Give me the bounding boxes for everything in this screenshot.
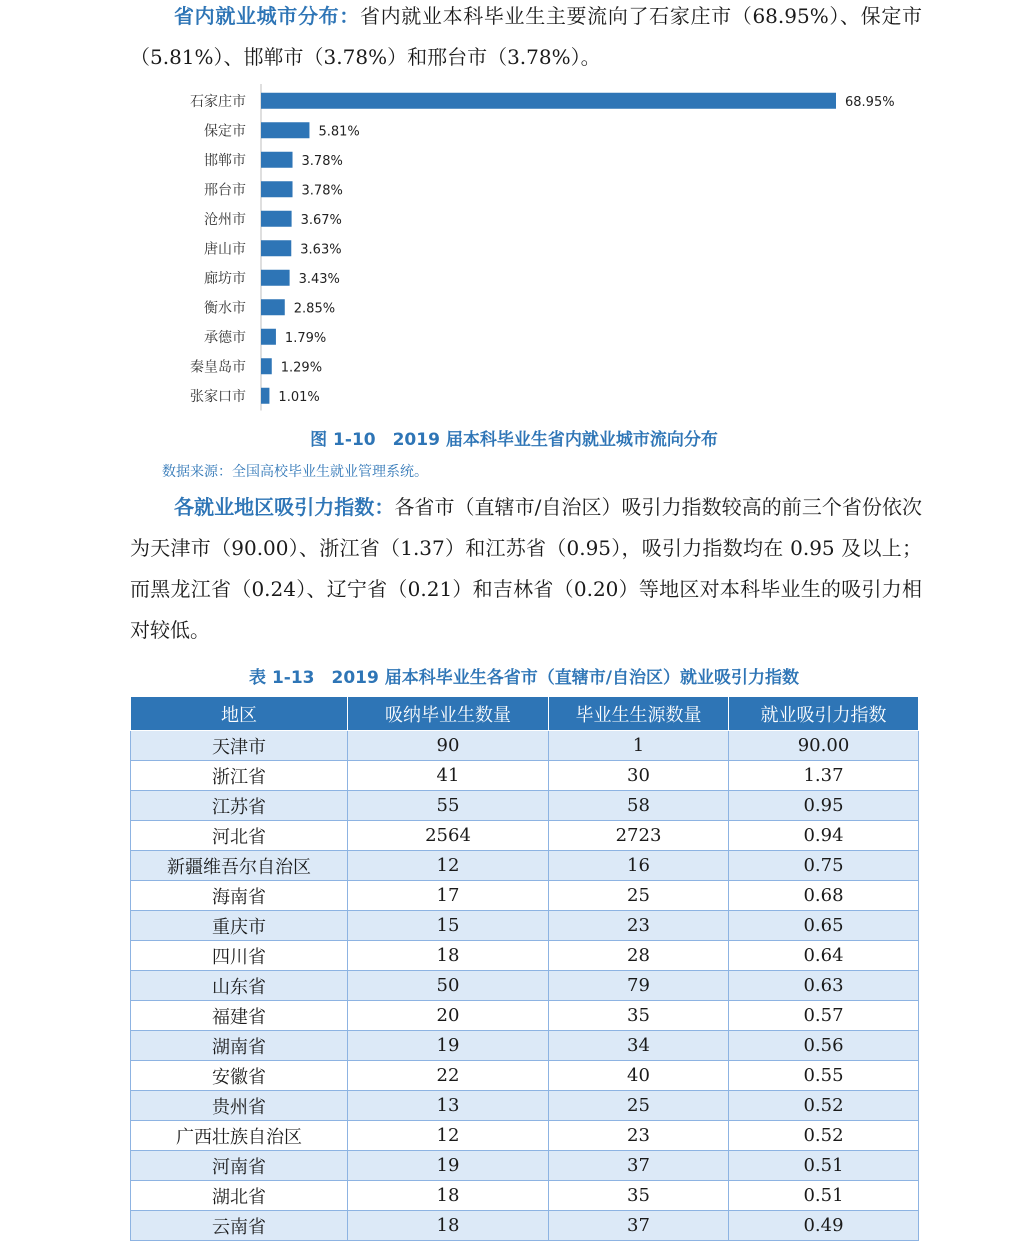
table-cell: 22 bbox=[348, 1061, 549, 1091]
data-label: 3.67% bbox=[300, 212, 342, 228]
table-cell: 17 bbox=[348, 881, 549, 911]
table-row bbox=[131, 911, 919, 941]
table-cell: 1.37 bbox=[729, 761, 919, 791]
table-cell: 0.56 bbox=[729, 1031, 919, 1061]
column-header: 毕业生生源数量 bbox=[549, 697, 729, 731]
table-cell: 15 bbox=[348, 911, 549, 941]
table-cell: 30 bbox=[549, 761, 729, 791]
table-cell: 25 bbox=[549, 1091, 729, 1121]
table-row bbox=[131, 1121, 919, 1151]
paragraph-text: 省内就业本科毕业生主要流向了石家庄市（68.95%）、保定市（5.81%）、邯郸市（3.78%）和邢台市（3.78%）。 bbox=[130, 4, 923, 69]
table-cell: 0.64 bbox=[729, 941, 919, 971]
table-row bbox=[131, 1061, 919, 1091]
table-cell: 18 bbox=[348, 1181, 549, 1211]
table-cell: 0.49 bbox=[729, 1211, 919, 1241]
figure-source-note: 数据来源：全国高校毕业生就业管理系统。 bbox=[162, 464, 428, 480]
table-cell: 16 bbox=[549, 851, 729, 881]
table-row bbox=[131, 791, 919, 821]
table-cell: 0.52 bbox=[729, 1121, 919, 1151]
data-label: 68.95% bbox=[845, 94, 895, 110]
table-cell: 0.63 bbox=[729, 971, 919, 1001]
table-cell: 12 bbox=[348, 851, 549, 881]
table-cell: 18 bbox=[348, 1211, 549, 1241]
bar bbox=[261, 181, 293, 197]
category-label: 邢台市 bbox=[204, 182, 246, 199]
bar bbox=[261, 122, 309, 138]
table-cell: 23 bbox=[549, 911, 729, 941]
bar bbox=[261, 270, 290, 286]
table-cell: 28 bbox=[549, 941, 729, 971]
bar bbox=[261, 299, 285, 315]
table-header-row bbox=[131, 697, 919, 731]
table-cell: 2564 bbox=[348, 821, 549, 851]
table-row bbox=[131, 971, 919, 1001]
table-cell: 19 bbox=[348, 1151, 549, 1181]
table-row bbox=[131, 821, 919, 851]
table-cell: 湖北省 bbox=[131, 1181, 348, 1211]
table-cell: 1 bbox=[549, 731, 729, 761]
column-header: 就业吸引力指数 bbox=[729, 697, 919, 731]
data-label: 1.79% bbox=[284, 330, 327, 346]
table-row bbox=[131, 941, 919, 971]
table-cell: 湖南省 bbox=[131, 1031, 348, 1061]
table-cell: 0.94 bbox=[729, 821, 919, 851]
table-cell: 云南省 bbox=[131, 1211, 348, 1241]
table-cell: 12 bbox=[348, 1121, 549, 1151]
table-cell: 23 bbox=[549, 1121, 729, 1151]
table-cell: 新疆维吾尔自治区 bbox=[131, 851, 348, 881]
table-cell: 0.75 bbox=[729, 851, 919, 881]
table-cell: 50 bbox=[348, 971, 549, 1001]
column-header: 地区 bbox=[131, 697, 348, 731]
table-cell: 海南省 bbox=[131, 881, 348, 911]
table-row bbox=[131, 1091, 919, 1121]
category-label: 沧州市 bbox=[204, 211, 246, 228]
category-label: 保定市 bbox=[204, 123, 246, 140]
bar bbox=[261, 211, 292, 227]
table-cell: 重庆市 bbox=[131, 911, 348, 941]
table-cell: 35 bbox=[549, 1001, 729, 1031]
table-cell: 0.52 bbox=[729, 1091, 919, 1121]
table-cell: 37 bbox=[549, 1211, 729, 1241]
table-cell: 58 bbox=[549, 791, 729, 821]
table-cell: 34 bbox=[549, 1031, 729, 1061]
bar bbox=[261, 152, 293, 168]
table-cell: 0.55 bbox=[729, 1061, 919, 1091]
bar bbox=[261, 329, 276, 345]
table-cell: 0.65 bbox=[729, 911, 919, 941]
table-cell: 0.57 bbox=[729, 1001, 919, 1031]
table-cell: 79 bbox=[549, 971, 729, 1001]
bar bbox=[261, 358, 272, 374]
table-cell: 四川省 bbox=[131, 941, 348, 971]
figure-caption: 图 1-10 2019 届本科毕业生省内就业城市流向分布 bbox=[310, 430, 718, 450]
bar bbox=[261, 388, 269, 404]
table-cell: 37 bbox=[549, 1151, 729, 1181]
table-cell: 41 bbox=[348, 761, 549, 791]
category-label: 邯郸市 bbox=[204, 152, 246, 169]
category-label: 衡水市 bbox=[204, 300, 246, 317]
table-row bbox=[131, 881, 919, 911]
table-cell: 2723 bbox=[549, 821, 729, 851]
table-cell: 19 bbox=[348, 1031, 549, 1061]
table-cell: 90.00 bbox=[729, 731, 919, 761]
table-cell: 0.95 bbox=[729, 791, 919, 821]
data-label: 2.85% bbox=[293, 301, 336, 317]
table-row bbox=[131, 1211, 919, 1241]
table-cell: 13 bbox=[348, 1091, 549, 1121]
table-row bbox=[131, 1001, 919, 1031]
table-cell: 40 bbox=[549, 1061, 729, 1091]
paragraph-text: 各省市（直辖市/自治区）吸引力指数较高的前三个省份依次为天津市（90.00）、浙江省（1.37）和江苏省（0.95），吸引力指数均在 0.95 及以上；而黑龙江省（0.24）、辽宁省（0.21）和吉林省（0.20）等地区对本科毕业生的吸引力相对较低。 bbox=[130, 495, 922, 642]
table-cell: 山东省 bbox=[131, 971, 348, 1001]
paragraph-city-distribution bbox=[130, 0, 922, 78]
table-row bbox=[131, 1181, 919, 1211]
table-cell: 0.51 bbox=[729, 1181, 919, 1211]
table-cell: 90 bbox=[348, 731, 549, 761]
data-label: 3.43% bbox=[298, 271, 340, 287]
category-label: 张家口市 bbox=[190, 388, 246, 405]
table-cell: 0.68 bbox=[729, 881, 919, 911]
table-cell: 18 bbox=[348, 941, 549, 971]
table-caption: 表 1-13 2019 届本科毕业生各省市（直辖市/自治区）就业吸引力指数 bbox=[249, 668, 799, 688]
category-label: 廊坊市 bbox=[204, 270, 246, 287]
bar bbox=[261, 240, 291, 256]
paragraph-lead: 各就业地区吸引力指数： bbox=[174, 495, 395, 519]
data-label: 5.81% bbox=[318, 124, 360, 140]
table-cell: 天津市 bbox=[131, 731, 348, 761]
paragraph-attraction-index bbox=[130, 487, 922, 651]
category-label: 承德市 bbox=[204, 329, 246, 346]
table-cell: 贵州省 bbox=[131, 1091, 348, 1121]
table-cell: 广西壮族自治区 bbox=[131, 1121, 348, 1151]
table-cell: 河南省 bbox=[131, 1151, 348, 1181]
table-cell: 35 bbox=[549, 1181, 729, 1211]
table-row bbox=[131, 731, 919, 761]
category-label: 石家庄市 bbox=[190, 93, 246, 110]
data-label: 3.63% bbox=[300, 242, 342, 258]
city-distribution-bar-chart bbox=[150, 84, 910, 414]
table-cell: 江苏省 bbox=[131, 791, 348, 821]
table-cell: 安徽省 bbox=[131, 1061, 348, 1091]
table-cell: 福建省 bbox=[131, 1001, 348, 1031]
attraction-index-table bbox=[130, 696, 919, 1241]
data-label: 3.78% bbox=[301, 183, 343, 199]
paragraph-lead: 省内就业城市分布： bbox=[174, 4, 360, 28]
category-label: 秦皇岛市 bbox=[190, 359, 246, 376]
table-cell: 55 bbox=[348, 791, 549, 821]
column-header: 吸纳毕业生数量 bbox=[348, 697, 549, 731]
table-cell: 25 bbox=[549, 881, 729, 911]
table-row bbox=[131, 1151, 919, 1181]
table-row bbox=[131, 851, 919, 881]
table-cell: 0.51 bbox=[729, 1151, 919, 1181]
category-label: 唐山市 bbox=[204, 241, 246, 258]
table-cell: 河北省 bbox=[131, 821, 348, 851]
data-label: 1.01% bbox=[278, 389, 320, 405]
table-cell: 浙江省 bbox=[131, 761, 348, 791]
table-cell: 20 bbox=[348, 1001, 549, 1031]
table-row bbox=[131, 761, 919, 791]
data-label: 3.78% bbox=[301, 153, 343, 169]
table-row bbox=[131, 1031, 919, 1061]
bar bbox=[261, 93, 836, 109]
data-label: 1.29% bbox=[280, 360, 323, 376]
